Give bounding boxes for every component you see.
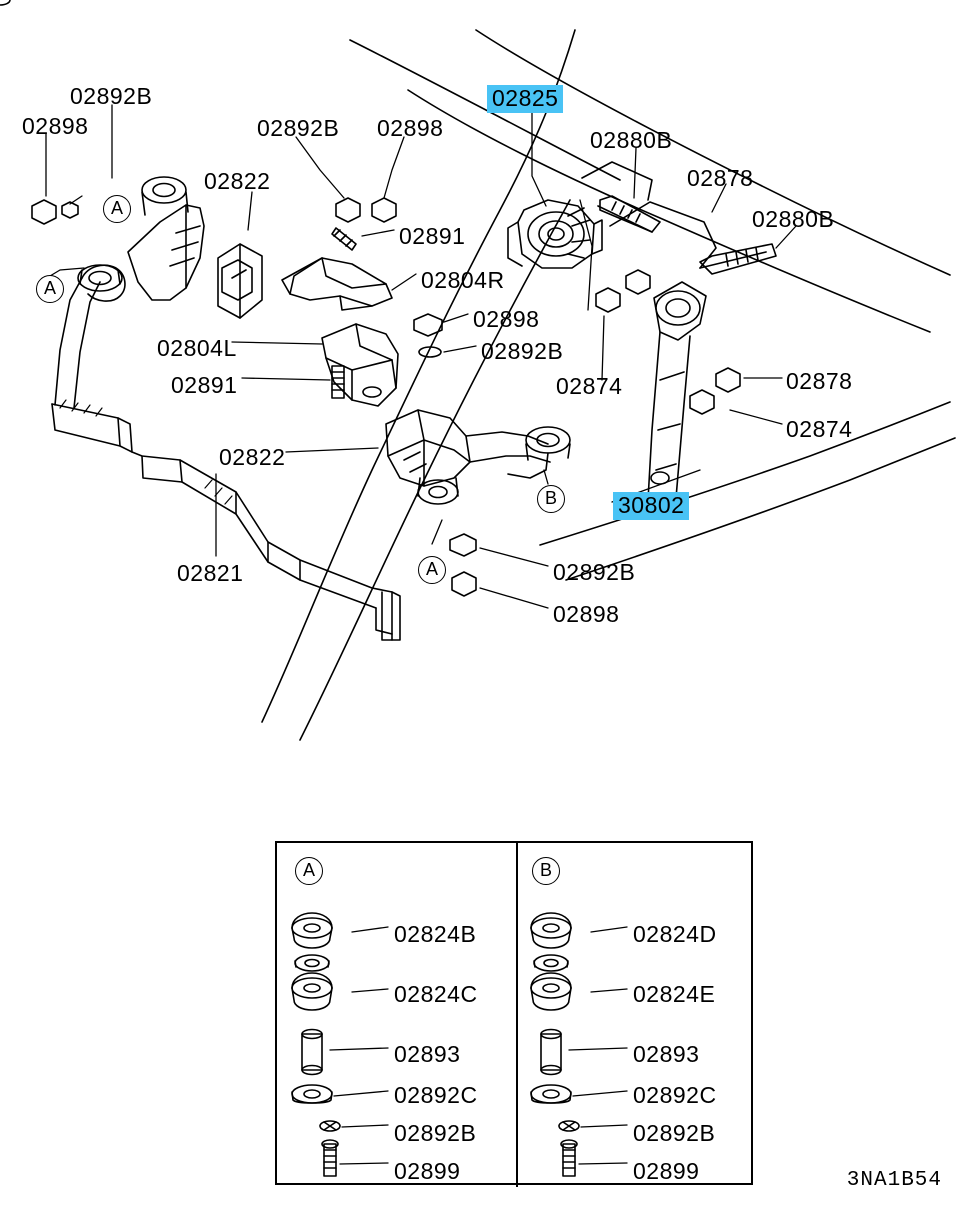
legend-part-label-02893: 02893 (394, 1041, 461, 1067)
part-label-02821: 02821 (177, 560, 244, 586)
part-label-02878: 02878 (687, 165, 754, 191)
legend-panel-marker-a: A (295, 857, 323, 885)
part-label-02891: 02891 (399, 223, 466, 249)
legend-part-label-02824e: 02824E (633, 981, 716, 1007)
part-label-02874: 02874 (786, 416, 853, 442)
diagram-code-id: 3NA1B54 (846, 1169, 942, 1192)
part-label-02892b: 02892B (553, 559, 636, 585)
legend-part-label-02899: 02899 (633, 1158, 700, 1184)
legend-panel-marker-b: B (532, 857, 560, 885)
legend-part-label-02892b: 02892B (394, 1120, 477, 1146)
callout-marker-a: A (418, 556, 446, 584)
legend-part-label-02892c: 02892C (633, 1082, 717, 1108)
legend-part-label-02824c: 02824C (394, 981, 478, 1007)
part-label-02822: 02822 (219, 444, 286, 470)
legend-part-label-02824b: 02824B (394, 921, 477, 947)
part-label-02898: 02898 (553, 601, 620, 627)
part-label-02874: 02874 (556, 373, 623, 399)
part-label-02825: 02825 (487, 85, 563, 113)
part-label-02891: 02891 (171, 372, 238, 398)
part-label-02880b: 02880B (752, 206, 835, 232)
part-label-02892b: 02892B (481, 338, 564, 364)
part-label-02892b: 02892B (257, 115, 340, 141)
legend-part-label-02893: 02893 (633, 1041, 700, 1067)
part-label-02878: 02878 (786, 368, 853, 394)
part-label-02898: 02898 (473, 306, 540, 332)
part-label-02898: 02898 (377, 115, 444, 141)
legend-part-label-02892b: 02892B (633, 1120, 716, 1146)
legend-divider (516, 843, 518, 1187)
callout-marker-a: A (103, 195, 131, 223)
part-label-02822: 02822 (204, 168, 271, 194)
callout-marker-a: A (36, 275, 64, 303)
part-label-02804r: 02804R (421, 267, 505, 293)
part-label-02892b: 02892B (70, 83, 153, 109)
callout-marker-b: B (537, 485, 565, 513)
part-label-02804l: 02804L (157, 335, 237, 361)
legend-part-label-02824d: 02824D (633, 921, 717, 947)
part-label-30802: 30802 (613, 492, 689, 520)
part-label-02880b: 02880B (590, 127, 673, 153)
part-label-02898: 02898 (22, 113, 89, 139)
legend-part-label-02892c: 02892C (394, 1082, 478, 1108)
legend-part-label-02899: 02899 (394, 1158, 461, 1184)
